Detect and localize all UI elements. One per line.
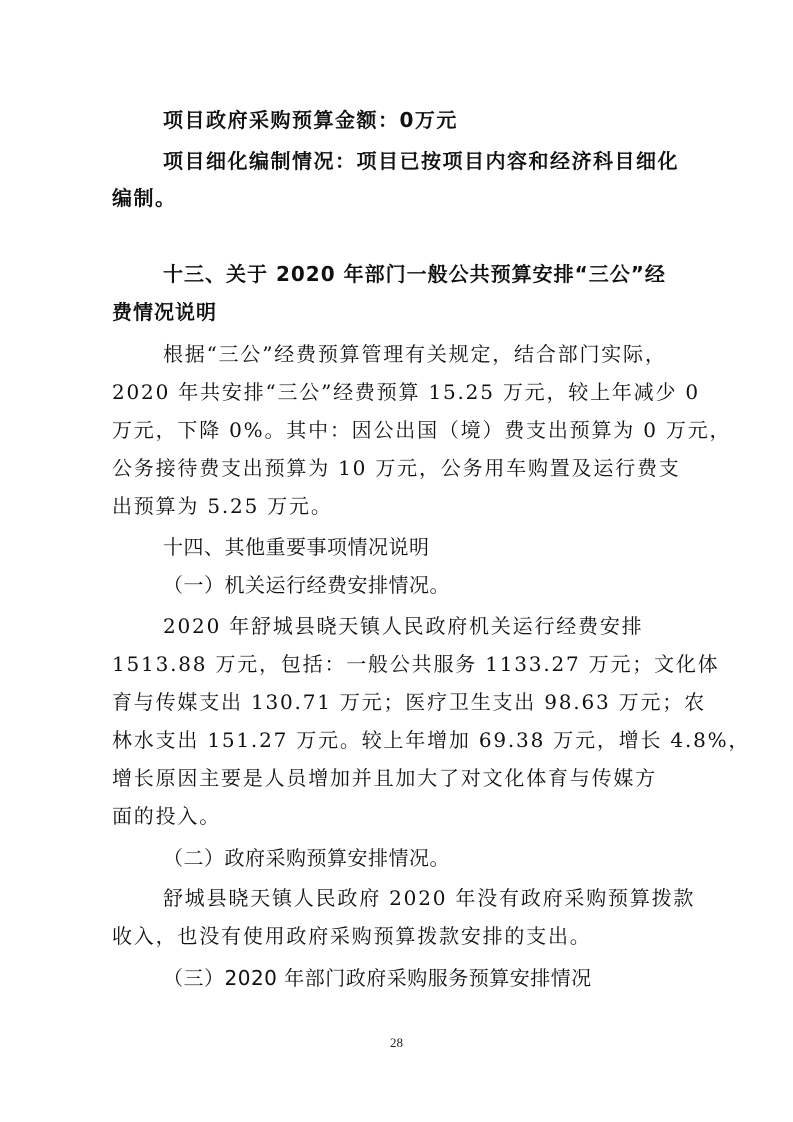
operating-expense-line-2: 1513.88 万元，包括：一般公共服务 1133.27 万元；文化体 [112, 652, 720, 676]
three-public-paragraph-line-1: 根据“三公”经费预算管理有关规定，结合部门实际， [163, 342, 667, 366]
operating-expense-line-5: 增长原因主要是人员增加并且加大了对文化体育与传媒方 [112, 766, 657, 790]
page-number: 28 [390, 1035, 403, 1050]
three-public-paragraph-line-5: 出预算为 5.25 万元。 [112, 494, 333, 518]
operating-expense-line-3: 育与传媒支出 130.71 万元；医疗卫生支出 98.63 万元；农 [112, 690, 706, 714]
operating-expense-line-4: 林水支出 151.27 万元。较上年增加 69.38 万元，增长 4.8%， [112, 728, 751, 752]
section-13-heading-line-2: 费情况说明 [112, 300, 217, 324]
section-13-heading-line-1: 十三、关于 2020 年部门一般公共预算安排“三公”经 [163, 262, 666, 286]
three-public-paragraph-line-2: 2020 年共安排“三公”经费预算 15.25 万元，较上年减少 0 [112, 380, 700, 404]
procurement-amount-line: 项目政府采购预算金额：0万元 [163, 108, 458, 132]
subsection-2-heading: （二）政府采购预算安排情况。 [163, 846, 450, 870]
three-public-paragraph-line-4: 公务接待费支出预算为 10 万元，公务用车购置及运行费支 [112, 456, 681, 480]
procurement-paragraph-line-2: 收入，也没有使用政府采购预算拨款安排的支出。 [112, 924, 592, 948]
section-14-heading: 十四、其他重要事项情况说明 [163, 535, 430, 559]
procurement-paragraph-line-1: 舒城县晓天镇人民政府 2020 年没有政府采购预算拨款 [163, 886, 696, 910]
subsection-3-heading: （三）2020 年部门政府采购服务预算安排情况 [163, 966, 592, 990]
project-detail-line-2: 编制。 [112, 186, 177, 210]
subsection-1-heading: （一）机关运行经费安排情况。 [163, 573, 450, 597]
operating-expense-line-1: 2020 年舒城县晓天镇人民政府机关运行经费安排 [163, 614, 644, 638]
project-detail-line-1: 项目细化编制情况：项目已按项目内容和经济科目细化 [163, 149, 679, 173]
operating-expense-line-6: 面的投入。 [112, 804, 221, 828]
three-public-paragraph-line-3: 万元，下降 0%。其中：因公出国（境）费支出预算为 0 万元， [112, 418, 732, 442]
